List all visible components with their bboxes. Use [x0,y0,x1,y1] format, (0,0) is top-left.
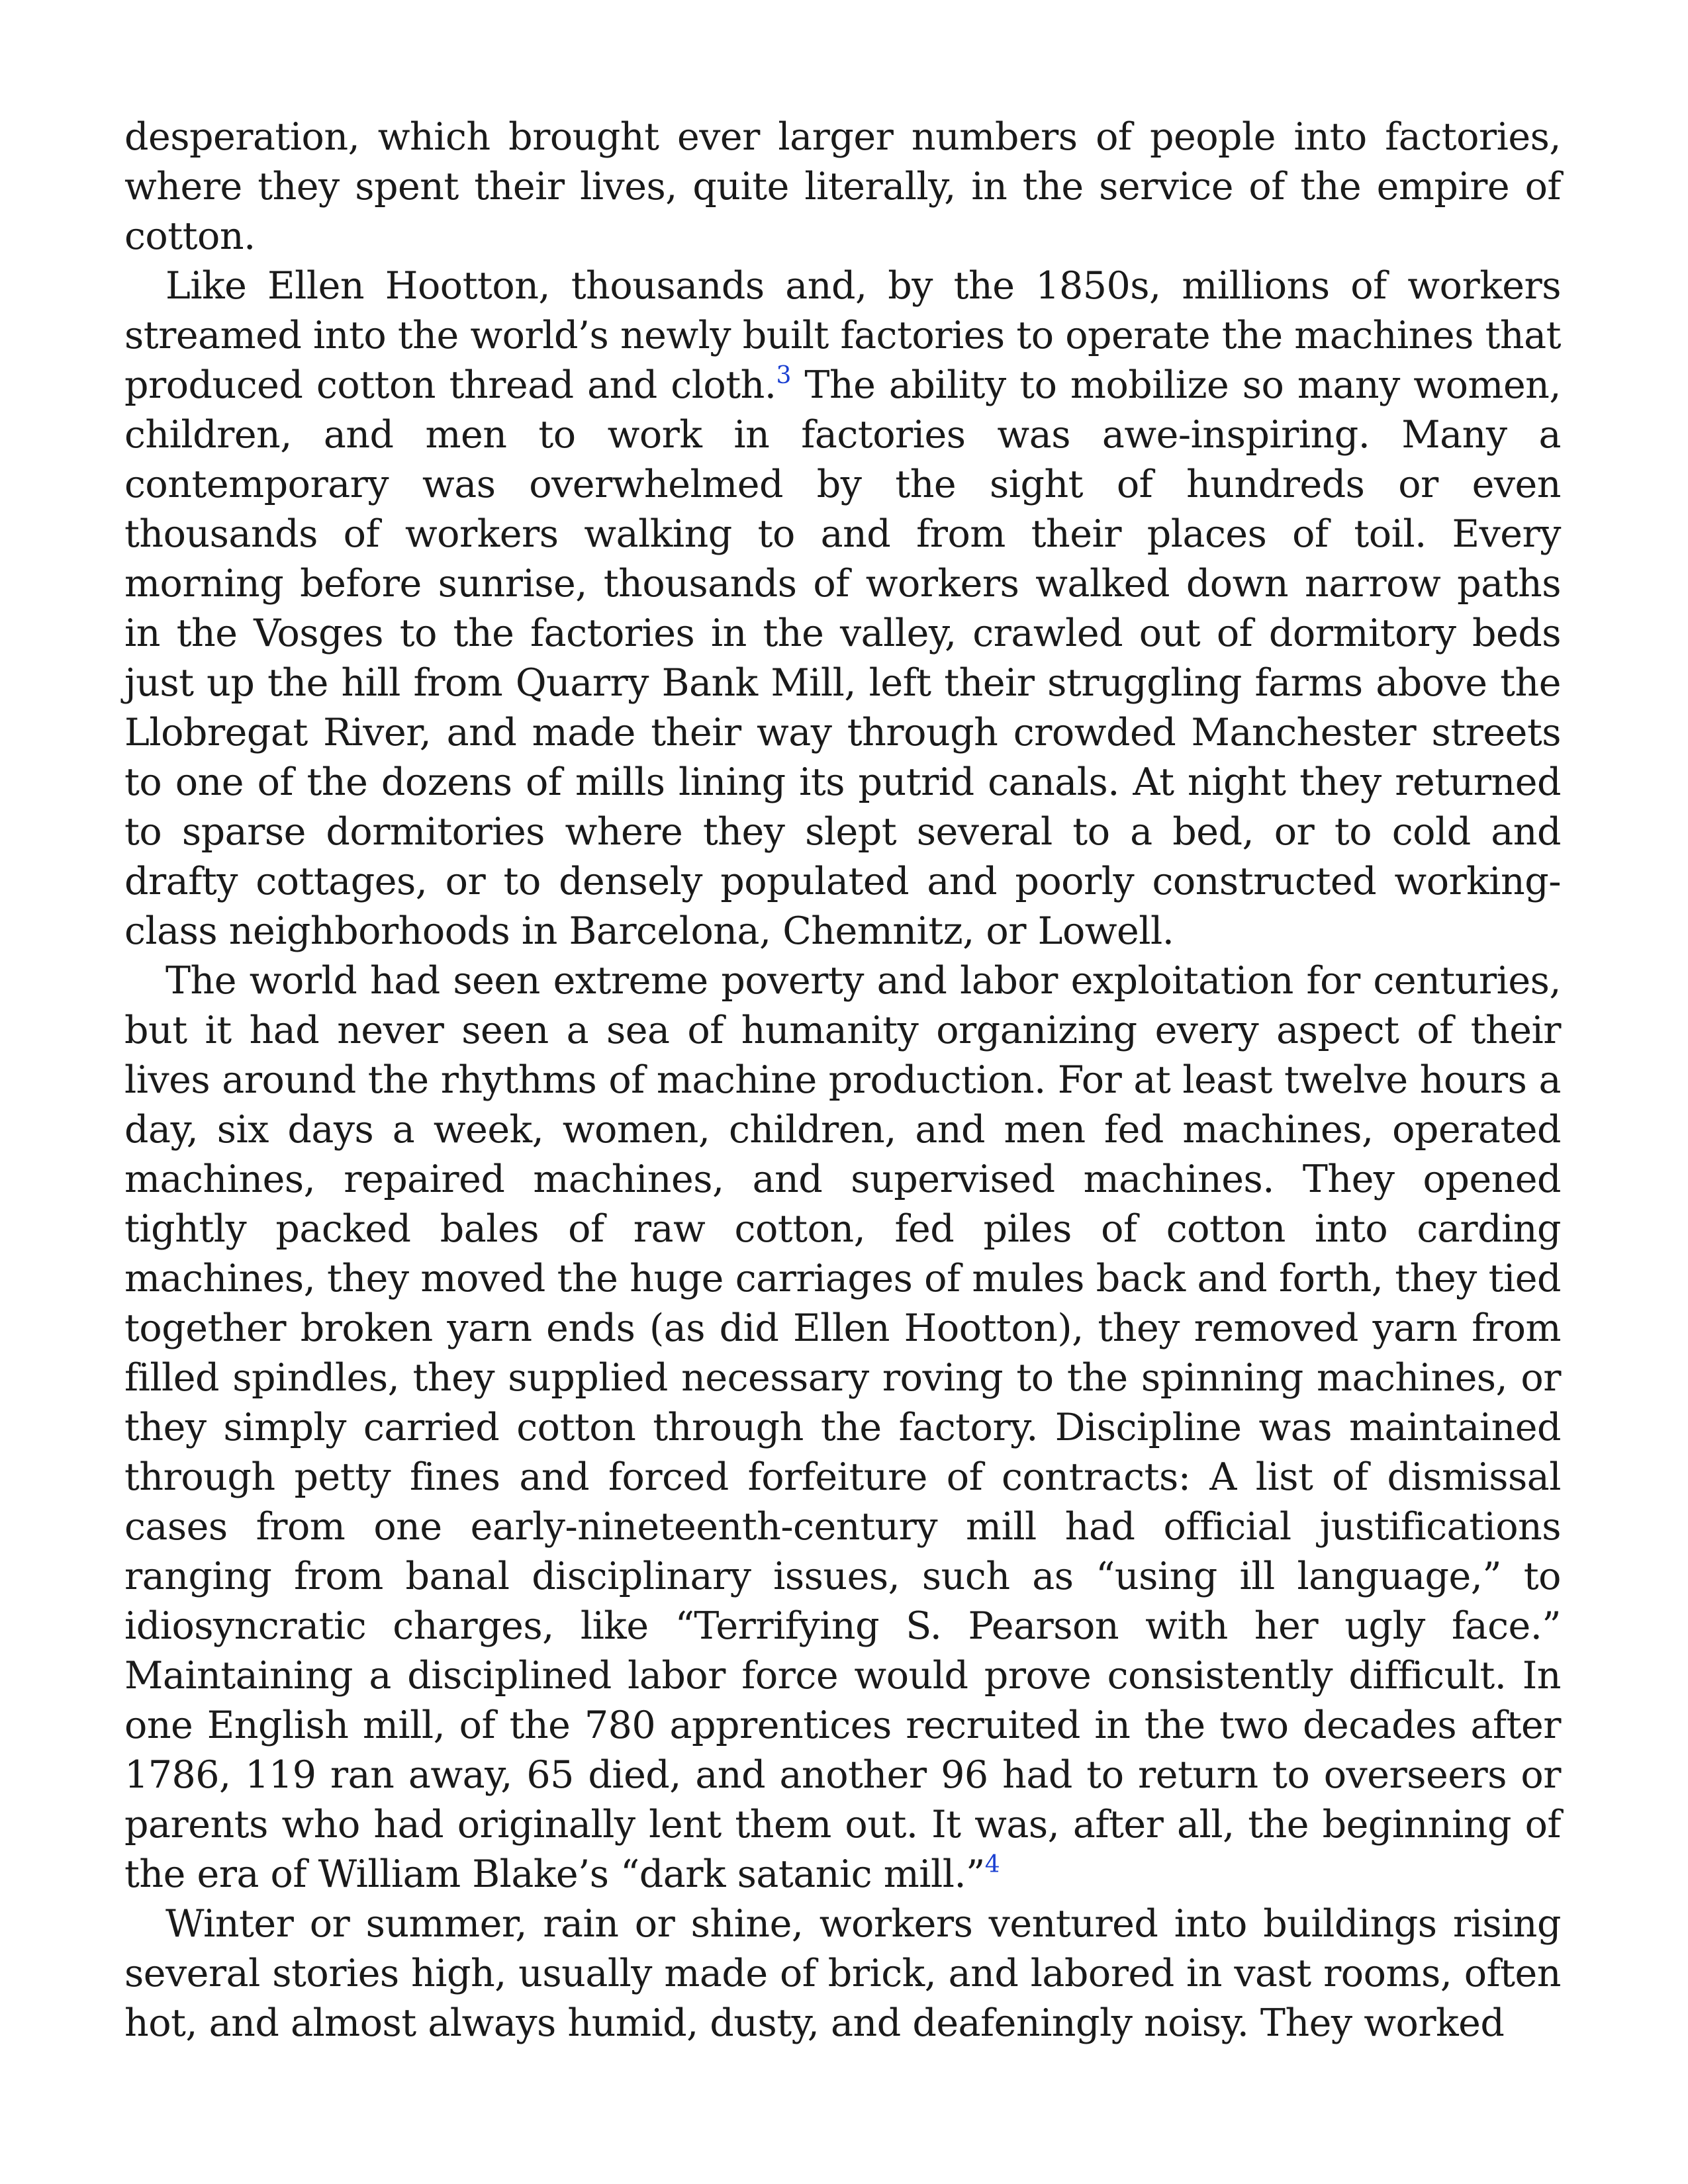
paragraph-text: Winter or summer, rain or shine, workers ventured into buildings rising several stories high, usually made of brick, and labored in vast rooms, often hot, and almost always humid, dusty, and deafeningly noisy. They worked [124,1902,1561,2045]
footnote-link-4[interactable]: 4 [984,1851,1000,1878]
paragraph-text: The ability to mobilize so many women, children, and men to work in factories was awe-inspiring. Many a contemporary was overwhelmed by the sight of hundreds or even thousands of workers walking to and from their places of toil. Every morning before sunrise, thousands of workers walked down narrow paths in the Vosges to the factories in the valley, crawled out of dormitory beds just up the hill from Quarry Bank Mill, left their struggling farms above the Llobregat River, and made their way through crowded Manchester streets to one of the dozens of mills lining its putrid canals. At night they returned to sparse dormitories where they slept several to a bed, or to cold and drafty cottages, or to densely populated and poorly constructed working-class neighborhoods in Barcelona, Chemnitz, or Lowell. [124,363,1562,953]
paragraph-4 [124,1899,1561,2048]
paragraph-text: The world had seen extreme poverty and labor exploitation for centuries, but it had never seen a sea of humanity organizing every aspect of their lives around the rhythms of machine production. For at least twelve hours a day, six days a week, women, children, and men fed machines, operated machines, repaired machines, and supervised machines. They opened tightly packed bales of raw cotton, fed piles of cotton into carding machines, they moved the huge carriages of mules back and forth, they tied together broken yarn ends (as did Ellen Hootton), they removed yarn from filled spindles, they supplied necessary roving to the spinning machines, or they simply carried cotton through the factory. Discipline was maintained through petty fines and forced forfeiture of contracts: A list of dismissal cases from one early-nineteenth-century mill had official justifications ranging from banal disciplinary issues, such as “using ill language,” to idiosyncratic charges, like “Terrifying S. Pearson with her ugly face.” Maintaining a disciplined labor force would prove consistently difficult. In one English mill, of the 780 apprentices recruited in the two decades after 1786, 119 ran away, 65 died, and another 96 had to return to overseers or parents who had originally lent them out. It was, after all, the beginning of the era of William Blake’s “dark satanic mill.” [124,959,1561,1896]
footnote-link-3[interactable]: 3 [776,362,791,389]
paragraph-text: Like Ellen Hootton, thousands and, by the 1850s, millions of workers streamed into the world’s newly built factories to operate the machines that produced cotton thread and cloth. [124,264,1561,407]
book-page [124,113,1561,2048]
paragraph-1 [124,113,1561,261]
paragraph-2 [124,261,1561,956]
paragraph-3 [124,956,1561,1899]
paragraph-text: desperation, which brought ever larger numbers of people into factories, where they spent their lives, quite literally, in the service of the empire of cotton. [124,115,1561,258]
